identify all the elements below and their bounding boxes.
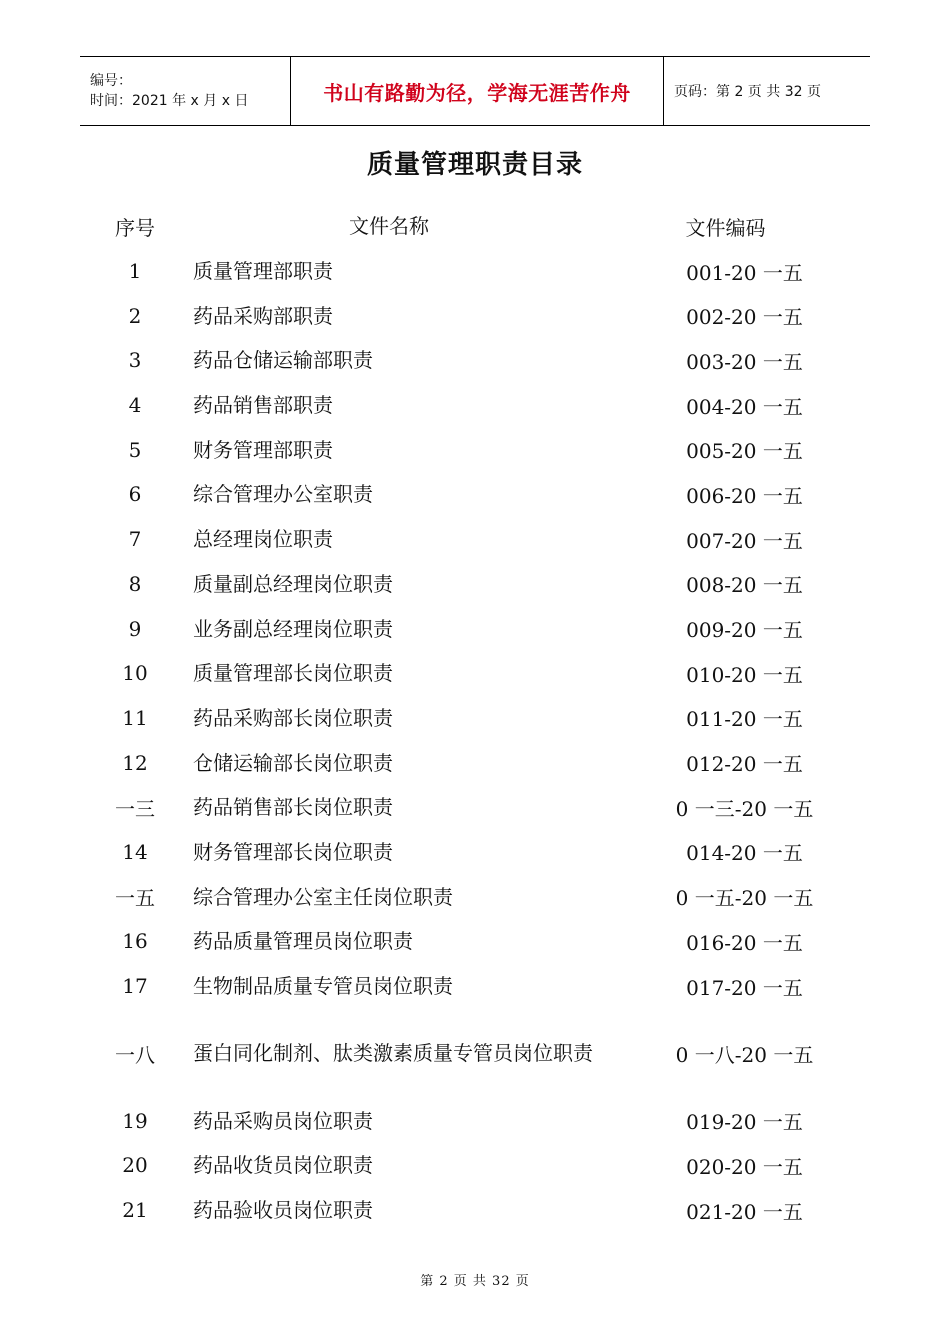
row-file-code: 005-20 一五 [686,439,803,464]
contents-table [96,204,866,1232]
row-file-name: 药品采购员岗位职责 [193,1108,373,1133]
table-row [96,293,866,338]
row-file-name: 财务管理部职责 [193,437,333,462]
row-file-code: 003-20 一五 [686,349,803,374]
row-number: 17 [122,974,148,999]
table-row [96,919,866,964]
row-file-code: 021-20 一五 [686,1199,803,1224]
header-middle [290,57,664,125]
row-file-code: 014-20 一五 [686,841,803,866]
page-header [80,56,870,126]
table-row [96,1188,866,1233]
row-number: 3 [128,348,142,373]
document-number-label: 编号： [90,73,132,89]
row-file-code: 008-20 一五 [686,573,803,598]
table-row [96,740,866,785]
table-row [96,338,866,383]
row-file-name: 财务管理部长岗位职责 [193,839,393,864]
row-file-name: 综合管理办公室主任岗位职责 [193,884,453,909]
row-file-name: 业务副总经理岗位职责 [193,616,393,641]
table-row [96,383,866,428]
row-file-code: 011-20 一五 [686,707,803,732]
column-header-number: 序号 [115,215,155,240]
row-file-name: 总经理岗位职责 [193,527,333,552]
row-file-code: 020-20 一五 [686,1154,803,1179]
column-header-code: 文件编码 [685,215,766,240]
row-number: 12 [122,750,148,775]
row-number: 一三 [115,796,155,821]
header-motto: 书山有路勤为径，学海无涯苦作舟 [323,80,631,105]
table-row [96,1098,866,1143]
row-number: 10 [122,661,148,686]
row-file-name: 药品采购部长岗位职责 [193,705,393,730]
row-number: 20 [122,1153,148,1178]
row-file-name: 药品收货员岗位职责 [193,1153,373,1178]
page-footer: 第 2 页 共 32 页 [420,1274,530,1289]
row-number: 19 [122,1108,148,1133]
row-number: 1 [128,259,142,284]
row-number: 一八 [115,1042,155,1067]
table-row [96,696,866,741]
row-file-code: 017-20 一五 [686,975,803,1000]
row-number: 4 [128,393,142,418]
row-file-name: 质量副总经理岗位职责 [193,571,393,596]
row-file-name: 药品销售部职责 [193,393,333,418]
table-header-row [96,204,866,249]
table-row [96,472,866,517]
row-file-code: 001-20 一五 [686,260,803,285]
row-file-code: 016-20 一五 [686,930,803,955]
row-number: 16 [122,929,148,954]
row-number: 6 [128,482,142,507]
row-number: 5 [128,437,142,462]
table-row [96,874,866,919]
row-file-code: 010-20 一五 [686,662,803,687]
row-file-name: 蛋白同化制剂、肽类激素质量专管员岗位职责 [193,1041,593,1066]
row-file-name: 综合管理办公室职责 [193,482,373,507]
row-number: 21 [122,1198,148,1223]
row-file-name: 药品质量管理员岗位职责 [193,929,413,954]
row-file-code: 006-20 一五 [686,483,803,508]
row-number: 2 [128,303,142,328]
row-file-name: 仓储运输部长岗位职责 [193,750,393,775]
row-number: 8 [128,571,142,596]
row-number: 7 [128,527,142,552]
table-row [96,1143,866,1188]
table-row [96,830,866,875]
row-file-code: 002-20 一五 [686,305,803,330]
row-file-code: 0 一八-20 一五 [675,1042,814,1067]
table-row [96,1008,866,1098]
row-file-name: 质量管理部长岗位职责 [193,661,393,686]
header-left [80,57,290,125]
row-file-code: 009-20 一五 [686,618,803,643]
row-file-name: 药品验收员岗位职责 [193,1198,373,1223]
table-row [96,517,866,562]
row-file-code: 0 一三-20 一五 [675,796,814,821]
row-file-code: 012-20 一五 [686,752,803,777]
header-right [664,57,821,125]
document-title: 质量管理职责目录 [366,150,583,180]
row-file-code: 007-20 一五 [686,528,803,553]
document-time-label: 时间：2021 年 x 月 x 日 [90,93,249,109]
table-row [96,651,866,696]
row-number: 11 [122,705,148,730]
column-header-name: 文件名称 [349,214,429,239]
table-row [96,562,866,607]
table-row [96,606,866,651]
table-body [96,249,866,1233]
row-file-name: 生物制品质量专管员岗位职责 [193,974,453,999]
row-number: 9 [128,616,142,641]
row-number: 一五 [115,886,155,911]
header-page-info: 页码：第 2 页 共 32 页 [674,84,821,100]
row-file-code: 019-20 一五 [686,1110,803,1135]
table-row [96,427,866,472]
row-number: 14 [122,839,148,864]
row-file-code: 004-20 一五 [686,394,803,419]
row-file-code: 0 一五-20 一五 [675,886,814,911]
table-row [96,964,866,1009]
row-file-name: 药品销售部长岗位职责 [193,795,393,820]
table-row [96,249,866,294]
table-row [96,785,866,830]
row-file-name: 药品采购部职责 [193,303,333,328]
row-file-name: 质量管理部职责 [193,259,333,284]
row-file-name: 药品仓储运输部职责 [193,348,373,373]
